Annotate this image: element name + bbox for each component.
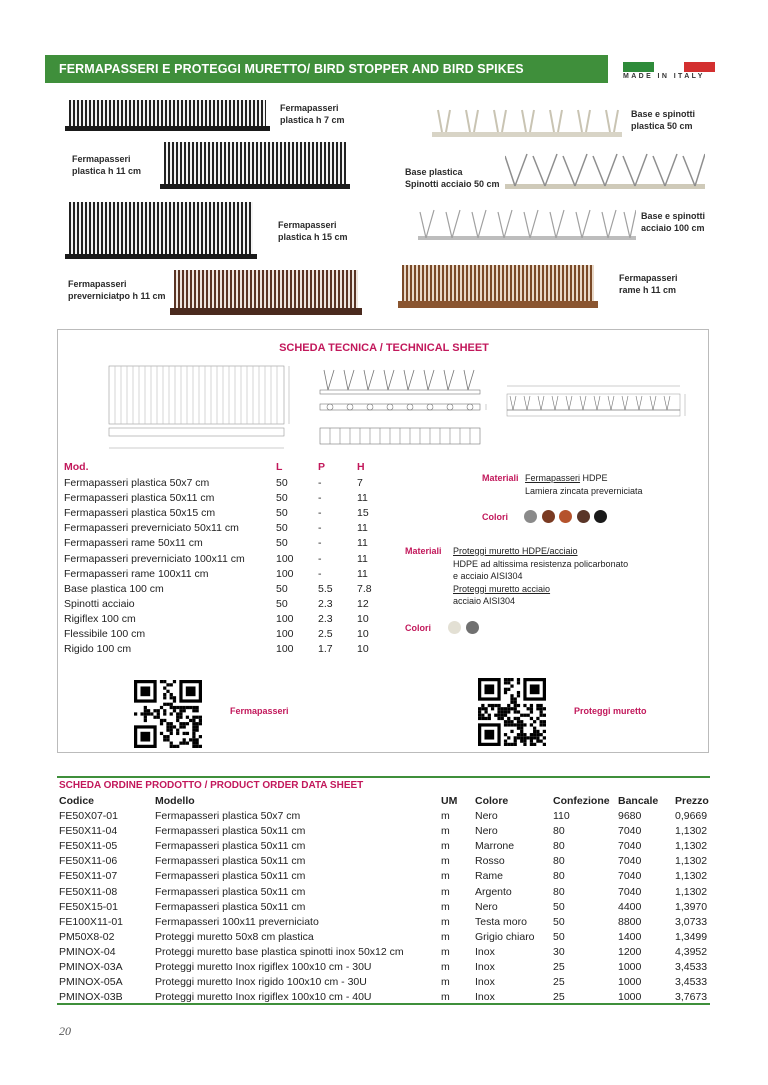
spec-cell: 10	[357, 628, 369, 640]
table-cell: Fermapasseri plastica 50x11 cm	[155, 870, 306, 883]
table-row	[0, 886, 768, 901]
table-cell: 30	[553, 945, 565, 958]
table-cell: Marrone	[475, 840, 515, 853]
spec-cell: 11	[357, 522, 368, 535]
table-cell: 50	[553, 930, 565, 943]
table-cell: Fermapasseri plastica 50x11 cm	[155, 840, 306, 853]
order-header-code: Codice	[59, 795, 95, 807]
order-header-model: Modello	[155, 795, 195, 807]
materials-label: Materiali	[405, 546, 442, 556]
spec-cell: -	[318, 522, 322, 535]
table-cell: PMINOX-04	[59, 945, 116, 958]
table-cell: 80	[553, 885, 565, 898]
table-cell: 1200	[618, 945, 642, 958]
spec-cell: Fermapasseri preverniciato 50x11 cm	[64, 522, 239, 535]
table-row	[0, 840, 768, 855]
page-number: 20	[59, 1024, 71, 1038]
table-cell: Grigio chiaro	[475, 930, 535, 943]
spec-cell: 100	[276, 643, 294, 656]
table-cell: FE50X11-08	[59, 885, 118, 898]
spec-cell: 50	[276, 522, 288, 535]
technical-drawing-spikes	[318, 362, 490, 452]
technical-sheet-title: SCHEDA TECNICA / TECHNICAL SHEET	[279, 342, 489, 354]
spec-cell: Fermapasseri plastica 50x7 cm	[64, 477, 210, 489]
table-cell: FE50X11-04	[59, 825, 118, 838]
table-cell: 1,1302	[675, 855, 708, 868]
table-row	[0, 961, 768, 976]
table-cell: 80	[553, 870, 565, 883]
table-cell: m	[441, 991, 450, 1004]
spec-cell: -	[318, 537, 322, 550]
spec-cell: 50	[276, 537, 288, 550]
product-label: Base e spinotti acciaio 100 cm	[641, 211, 706, 233]
technical-drawing-steel-spikes	[505, 380, 690, 422]
table-cell: Inox	[475, 945, 495, 958]
spec-cell: Spinotti acciaio	[64, 597, 135, 610]
table-cell: Fermapasseri plastica 50x11 cm	[155, 900, 306, 913]
spec-cell: 50	[276, 492, 288, 505]
product-label: Fermapasseri plastica h 11 cm	[72, 154, 142, 176]
spec-header-model: Mod.	[64, 461, 89, 473]
table-cell: 3,7673	[675, 991, 708, 1004]
spec-cell: 2.5	[318, 628, 333, 640]
table-cell: 1,1302	[675, 825, 708, 838]
made-in-italy-label: MADE IN ITALY	[623, 73, 705, 80]
table-cell: Proteggi muretto Inox rigiflex 100x10 cm - 30U	[155, 961, 372, 973]
table-cell: Argento	[475, 885, 512, 898]
table-cell: 1,1302	[675, 870, 708, 883]
product-label: Fermapasseri preverniciatpo h 11 cm	[68, 279, 166, 301]
table-cell: m	[441, 840, 450, 853]
table-cell: 1,3499	[675, 930, 708, 943]
table-cell: m	[441, 900, 450, 913]
order-header-pack: Confezione	[553, 795, 610, 807]
bird-stopper-11cm-image	[160, 142, 350, 190]
table-cell: m	[441, 870, 450, 883]
table-cell: 4400	[618, 900, 642, 913]
spec-cell: 50	[276, 597, 288, 610]
table-cell: 3,4533	[675, 976, 708, 989]
spec-cell: Fermapasseri plastica 50x11 cm	[64, 492, 215, 505]
table-cell: 1000	[618, 961, 642, 973]
table-cell: 50	[553, 915, 565, 928]
spec-cell: 11	[357, 492, 368, 505]
table-cell: m	[441, 810, 450, 822]
table-cell: 1,3970	[675, 900, 708, 913]
table-cell: m	[441, 945, 450, 958]
spec-cell: 50	[276, 582, 288, 595]
table-cell: 80	[553, 855, 565, 868]
table-cell: FE50X11-07	[59, 870, 118, 883]
spec-cell: 2.3	[318, 612, 333, 625]
table-cell: Proteggi muretto 50x8 cm plastica	[155, 930, 314, 943]
table-cell: m	[441, 961, 450, 973]
table-cell: 9680	[618, 810, 642, 822]
spec-cell: Base plastica 100 cm	[64, 582, 164, 595]
table-row	[0, 825, 768, 840]
spec-cell: 100	[276, 567, 294, 580]
materials-label: Materiali	[482, 473, 519, 483]
bird-stopper-7cm-image	[65, 100, 270, 132]
table-cell: 0,9669	[675, 810, 708, 822]
color-swatch	[594, 510, 607, 523]
qr-label: Fermapasseri	[230, 706, 289, 716]
technical-drawing-stopper	[105, 362, 295, 457]
table-row	[0, 946, 768, 961]
spec-cell: 11	[357, 537, 368, 550]
table-cell: Testa moro	[475, 915, 527, 928]
spec-cell: Fermapasseri preverniciato 100x11 cm	[64, 552, 245, 565]
divider	[57, 1003, 710, 1005]
table-cell: Rame	[475, 870, 504, 883]
table-row	[0, 901, 768, 916]
order-header-color: Colore	[475, 795, 509, 807]
spec-cell: 50	[276, 477, 288, 489]
table-cell: 1400	[618, 930, 642, 943]
spec-cell: -	[318, 552, 322, 565]
color-swatch	[524, 510, 537, 523]
spec-cell: 10	[357, 643, 369, 656]
table-cell: 1,1302	[675, 840, 708, 853]
spec-header-p: P	[318, 461, 326, 473]
table-cell: PMINOX-05A	[59, 976, 123, 989]
steel-spikes-100cm-image	[418, 208, 636, 248]
table-cell: Proteggi muretto base plastica spinotti inox 50x12 cm	[155, 945, 404, 958]
table-cell: m	[441, 976, 450, 989]
spec-cell: 100	[276, 612, 294, 625]
spec-cell: 5.5	[318, 582, 333, 595]
table-cell: Fermapasseri plastica 50x11 cm	[155, 855, 306, 868]
table-row	[0, 931, 768, 946]
table-cell: m	[441, 915, 450, 928]
table-cell: 80	[553, 825, 565, 838]
table-cell: PMINOX-03A	[59, 961, 123, 973]
color-swatch	[559, 510, 572, 523]
bird-stopper-copper-image	[398, 265, 598, 309]
product-label: Base plastica Spinotti acciaio 50 cm	[405, 167, 500, 189]
color-swatch	[542, 510, 555, 523]
table-cell: 110	[553, 810, 570, 822]
color-swatch	[577, 510, 590, 523]
table-cell: 25	[553, 961, 565, 973]
table-cell: 1000	[618, 991, 642, 1004]
qr-code-proteggi-muretto[interactable]	[477, 678, 547, 746]
table-cell: Fermapasseri plastica 50x11 cm	[155, 825, 306, 838]
table-cell: 1000	[618, 976, 642, 989]
table-cell: Proteggi muretto Inox rigido 100x10 cm - 30U	[155, 976, 367, 989]
table-cell: m	[441, 885, 450, 898]
product-label: Base e spinotti plastica 50 cm	[631, 109, 696, 131]
qr-code-fermapasseri[interactable]	[133, 680, 203, 748]
table-row	[0, 855, 768, 870]
table-cell: 1,1302	[675, 885, 708, 898]
table-cell: FE100X11-01	[59, 915, 124, 928]
table-cell: FE50X11-05	[59, 840, 118, 853]
table-cell: Proteggi muretto Inox rigiflex 100x10 cm - 40U	[155, 991, 372, 1004]
colors-label: Colori	[482, 512, 508, 522]
page-banner: FERMAPASSERI E PROTEGGI MURETTO/ BIRD STOPPER AND BIRD SPIKES	[45, 55, 608, 83]
table-cell: Inox	[475, 991, 495, 1004]
spec-cell: 7.8	[357, 582, 372, 595]
color-swatch	[466, 621, 479, 634]
table-cell: m	[441, 825, 450, 838]
table-cell: 8800	[618, 915, 642, 928]
order-header-pallet: Bancale	[618, 795, 659, 807]
spec-cell: 1.7	[318, 643, 333, 656]
product-label: Fermapasseri plastica h 7 cm	[280, 103, 345, 125]
table-row	[0, 870, 768, 885]
spec-cell: Fermapasseri plastica 50x15 cm	[64, 507, 216, 520]
table-cell: m	[441, 855, 450, 868]
table-cell: Fermapasseri plastica 50x11 cm	[155, 885, 306, 898]
table-row	[0, 916, 768, 931]
table-cell: Nero	[475, 825, 498, 838]
spec-cell: -	[318, 477, 322, 489]
table-cell: Fermapasseri plastica 50x7 cm	[155, 810, 301, 822]
qr-label: Proteggi muretto	[574, 706, 647, 716]
spec-cell: 100	[276, 552, 294, 565]
product-label: Fermapasseri rame h 11 cm	[619, 273, 678, 295]
spec-cell: -	[318, 507, 322, 520]
table-cell: Nero	[475, 810, 498, 822]
table-cell: Rosso	[475, 855, 505, 868]
spec-cell: 50	[276, 507, 288, 520]
table-cell: 7040	[618, 840, 642, 853]
color-swatch	[448, 621, 461, 634]
materials-text: Proteggi muretto HDPE/acciaio HDPE ad altissima resistenza policarbonato e acciaio AISI304 Proteggi muretto acciaio acciaio AISI304	[453, 546, 629, 606]
table-cell: 25	[553, 991, 565, 1004]
spec-cell: 11	[357, 552, 368, 565]
table-cell: Inox	[475, 961, 495, 973]
order-header-um: UM	[441, 795, 458, 807]
table-cell: PMINOX-03B	[59, 991, 123, 1004]
order-sheet-title: SCHEDA ORDINE PRODOTTO / PRODUCT ORDER DATA SHEET	[59, 780, 364, 791]
table-cell: 3,4533	[675, 961, 708, 973]
table-cell: 7040	[618, 885, 642, 898]
table-cell: 7040	[618, 870, 642, 883]
colors-label: Colori	[405, 623, 431, 633]
table-cell: 25	[553, 976, 565, 989]
spec-cell: Rigiflex 100 cm	[64, 612, 136, 625]
spec-cell: -	[318, 492, 322, 505]
spec-cell: 11	[357, 567, 368, 580]
order-header-price: Prezzo	[675, 795, 709, 807]
spec-cell: 15	[357, 507, 369, 520]
table-cell: m	[441, 930, 450, 943]
table-cell: 4,3952	[675, 945, 708, 958]
materials-text: Fermapasseri HDPE Lamiera zincata preverniciata	[525, 473, 643, 496]
plastic-spikes-image	[432, 106, 622, 142]
table-cell: 7040	[618, 855, 642, 868]
divider	[57, 776, 710, 778]
spec-header-h: H	[357, 461, 365, 473]
spec-cell: 12	[357, 597, 369, 610]
italian-flag-icon	[623, 62, 715, 72]
table-cell: FE50X15-01	[59, 900, 118, 913]
table-cell: 80	[553, 840, 565, 853]
table-cell: Fermapasseri 100x11 preverniciato	[155, 915, 319, 928]
spec-cell: -	[318, 567, 322, 580]
product-label: Fermapasseri plastica h 15 cm	[278, 220, 348, 242]
table-cell: 3,0733	[675, 915, 708, 928]
bird-stopper-15cm-image	[65, 202, 257, 260]
table-cell: Inox	[475, 976, 495, 989]
spec-header-l: L	[276, 461, 283, 473]
spec-cell: 7	[357, 477, 363, 489]
table-row	[0, 976, 768, 991]
table-cell: FE50X11-06	[59, 855, 118, 868]
table-row	[0, 810, 768, 825]
spec-cell: 100	[276, 628, 294, 640]
table-cell: 7040	[618, 825, 642, 838]
spec-cell: Fermapasseri rame 50x11 cm	[64, 537, 203, 550]
table-cell: FE50X07-01	[59, 810, 118, 822]
steel-spikes-50cm-image	[505, 150, 705, 196]
spec-cell: 10	[357, 612, 369, 625]
table-cell: PM50X8-02	[59, 930, 115, 943]
bird-stopper-prepainted-image	[170, 270, 362, 316]
spec-cell: 2.3	[318, 597, 333, 610]
spec-cell: Rigido 100 cm	[64, 643, 132, 656]
table-cell: Nero	[475, 900, 498, 913]
spec-cell: Fermapasseri rame 100x11 cm	[64, 567, 209, 580]
table-cell: 50	[553, 900, 565, 913]
spec-cell: Flessibile 100 cm	[64, 628, 146, 640]
